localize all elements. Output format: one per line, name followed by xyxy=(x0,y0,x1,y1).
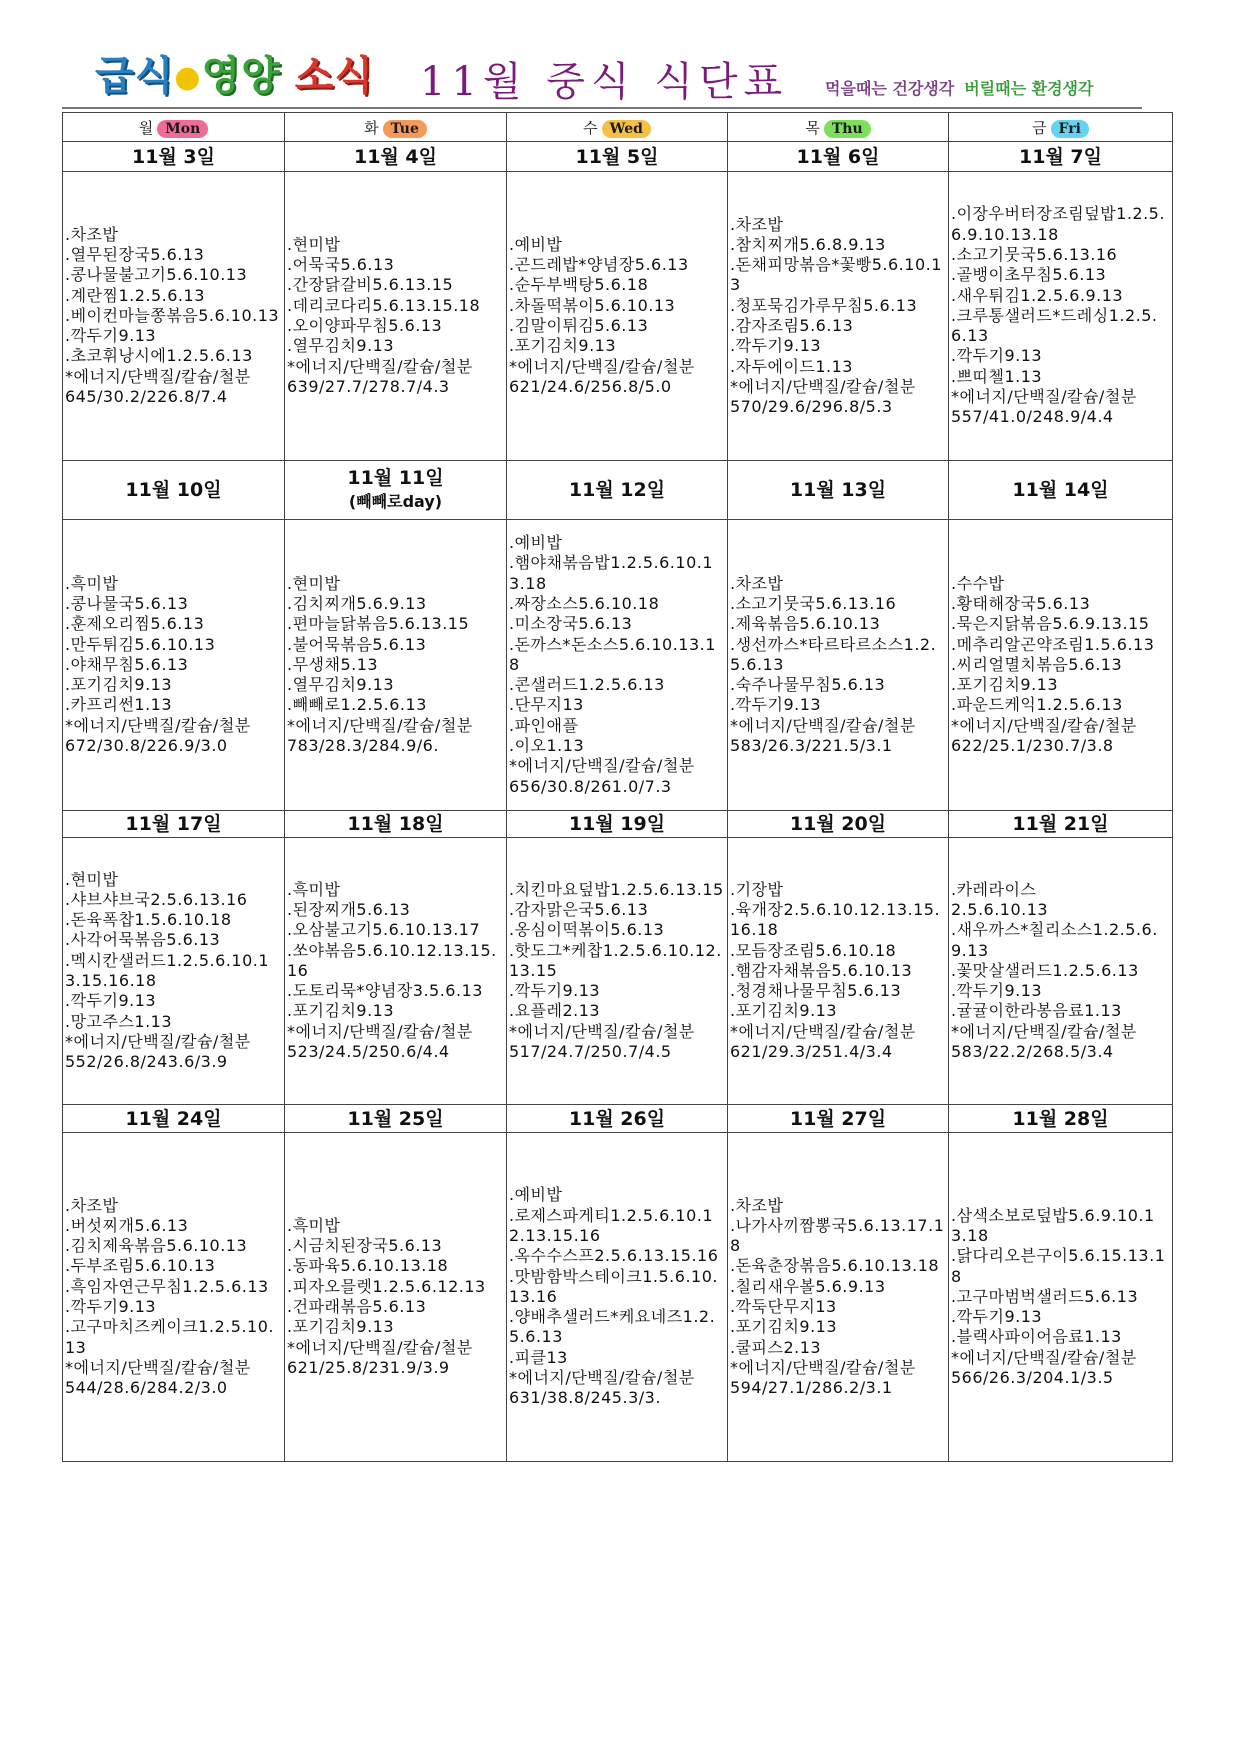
menu-item: .맛밤함박스테이크1.5.6.10.13.16 xyxy=(509,1266,718,1306)
menu-item: .된장찌개5.6.13 xyxy=(287,899,411,919)
menu-item: .포기김치9.13 xyxy=(287,1001,395,1021)
weekday-badge: Wed xyxy=(602,120,651,138)
date-row xyxy=(63,461,1173,520)
menu-item: .청포묵김가루무침5.6.13 xyxy=(730,295,918,315)
menu-item: .귤귤이한라봉음료1.13 xyxy=(951,1001,1122,1021)
nutrition-label: *에너지/단백질/칼슘/철분 xyxy=(951,387,1137,407)
menu-item: .이장우버터장조림덮밥1.2.5.6.9.10.13.18 xyxy=(951,204,1165,244)
menu-item: .새우튀김1.2.5.6.9.13 xyxy=(951,285,1124,305)
menu-item: .쁘띠첼1.13 xyxy=(951,366,1043,386)
date-cell xyxy=(728,142,949,172)
header-divider xyxy=(62,107,1142,109)
menu-item: .자두에이드1.13 xyxy=(730,356,853,376)
date-cell xyxy=(728,811,949,838)
menu-item: .단무지13 xyxy=(509,695,584,715)
date-cell xyxy=(285,461,507,520)
menu-item: .순두부백탕5.6.18 xyxy=(509,275,649,295)
menu-cell xyxy=(949,520,1173,811)
nutrition-label: *에너지/단백질/칼슘/철분 xyxy=(509,1368,695,1388)
date-cell xyxy=(949,811,1173,838)
menu-item: .감자맑은국5.6.13 xyxy=(509,899,649,919)
nutrition-label: *에너지/단백질/칼슘/철분 xyxy=(65,1031,251,1051)
date-cell xyxy=(63,461,285,520)
nutrition-label: *에너지/단백질/칼슘/철분 xyxy=(951,1021,1137,1041)
date-label: 11월 5일 xyxy=(575,145,659,168)
nutrition-label: *에너지/단백질/칼슘/철분 xyxy=(287,356,473,376)
date-label: 11월 27일 xyxy=(789,1107,887,1130)
menu-item: .삼색소보로덮밥5.6.9.10.13.18 xyxy=(951,1205,1155,1245)
menu-cell xyxy=(507,520,728,811)
menu-item: .포기김치9.13 xyxy=(287,1317,395,1337)
nutrition-values: 672/30.8/226.9/3.0 xyxy=(65,736,228,756)
weekday-header-row xyxy=(63,113,1173,142)
weekday-kor: 금 xyxy=(1032,118,1047,137)
menu-item: .나가사끼짬뽕국5.6.13.17.18 xyxy=(730,1215,945,1256)
nutrition-label: *에너지/단백질/칼슘/철분 xyxy=(951,1347,1137,1367)
menu-item: .김말이튀김5.6.13 xyxy=(509,316,649,335)
weekday-mon xyxy=(63,113,285,142)
nutrition-values: 583/26.3/221.5/3.1 xyxy=(730,736,893,756)
menu-item: .양배추샐러드*케요네즈1.2.5.6.13 xyxy=(509,1307,716,1347)
date-label: 11월 12일 xyxy=(568,479,666,501)
menu-item: .메추리알곤약조림1.5.6.13 xyxy=(951,634,1155,654)
nutrition-label: *에너지/단백질/칼슘/철분 xyxy=(287,1021,473,1041)
menu-item: .골뱅이초무침5.6.13 xyxy=(951,265,1107,285)
date-cell xyxy=(507,461,728,520)
date-label: 11월 28일 xyxy=(1012,1107,1109,1130)
date-cell xyxy=(949,461,1173,520)
date-cell xyxy=(728,461,949,520)
menu-item: .칠리새우볼5.6.9.13 xyxy=(730,1276,886,1296)
menu-item: .야채무침5.6.13 xyxy=(65,654,189,674)
weekday-badge: Tue xyxy=(383,120,427,138)
weekday-thu xyxy=(728,113,949,142)
menu-row xyxy=(63,838,1173,1105)
menu-item: .흑미밥 xyxy=(287,879,341,899)
date-row xyxy=(63,811,1173,838)
nutrition-label: *에너지/단백질/칼슘/철분 xyxy=(287,1337,473,1357)
date-label: 11월 6일 xyxy=(796,145,880,168)
page-header xyxy=(0,0,1240,112)
menu-cell xyxy=(285,838,507,1105)
date-label: 11월 13일 xyxy=(789,479,887,501)
date-label: 11월 21일 xyxy=(1012,813,1109,835)
menu-item: .씨리얼멸치볶음5.6.13 xyxy=(951,654,1123,674)
menu-item: .예비밥 xyxy=(509,234,563,254)
menu-item: .쏘야볶음5.6.10.12.13.15.16 xyxy=(287,940,497,980)
weekday-kor: 월 xyxy=(138,118,154,137)
date-cell xyxy=(285,142,507,172)
nutrition-label: *에너지/단백질/칼슘/철분 xyxy=(287,715,473,735)
menu-item: .카레라이스 xyxy=(951,879,1037,899)
menu-item: .현미밥 xyxy=(287,573,341,593)
nutrition-values: 783/28.3/284.9/6. xyxy=(287,736,439,756)
menu-cell xyxy=(728,1133,949,1462)
logo-part-nutrition: 영양 xyxy=(201,53,281,99)
menu-item: .꽃맛살샐러드1.2.5.6.13 xyxy=(951,960,1139,980)
date-cell xyxy=(63,142,285,172)
event-label: (빼빼로day) xyxy=(348,492,443,511)
nutrition-label: *에너지/단백질/칼슘/철분 xyxy=(730,715,916,735)
menu-item: .요플레2.13 xyxy=(509,1001,601,1021)
nutrition-values: 645/30.2/226.8/7.4 xyxy=(65,387,228,407)
weekday-badge: Fri xyxy=(1051,120,1089,138)
weekday-badge: Mon xyxy=(157,120,208,138)
menu-item: .파운드케익1.2.5.6.13 xyxy=(951,695,1123,715)
date-cell xyxy=(728,1105,949,1133)
menu-item: .빼빼로1.2.5.6.13 xyxy=(287,695,427,715)
menu-item: .열무김치9.13 xyxy=(287,675,395,695)
menu-item: .블랙사파이어음료1.13 xyxy=(951,1327,1122,1347)
menu-item: .깍두기9.13 xyxy=(730,336,822,356)
nutrition-label: *에너지/단백질/칼슘/철분 xyxy=(65,715,251,735)
menu-item: .파인애플 xyxy=(509,715,579,735)
menu-cell xyxy=(728,520,949,811)
menu-item: .크루통샐러드*드레싱1.2.5.6.13 xyxy=(951,305,1158,346)
date-cell xyxy=(285,1105,507,1133)
date-label: 11월 11일 xyxy=(347,467,444,489)
page-title: 11월 중식 식단표 xyxy=(420,59,789,105)
date-cell xyxy=(63,1105,285,1133)
date-label: 11월 20일 xyxy=(789,813,887,835)
slogan-environment: 버릴때는 환경생각 xyxy=(964,79,1094,98)
menu-item: .모듬장조림5.6.10.18 xyxy=(730,940,897,960)
nutrition-values: 570/29.6/296.8/5.3 xyxy=(730,397,893,417)
menu-item: .깍두기9.13 xyxy=(509,981,601,1001)
menu-row xyxy=(63,172,1173,461)
nutrition-label: *에너지/단백질/칼슘/철분 xyxy=(730,376,916,396)
date-label: 11월 24일 xyxy=(125,1107,222,1130)
menu-item: .불어묵볶음5.6.13 xyxy=(287,634,427,654)
menu-item: .베이컨마늘쫑볶음5.6.10.13 xyxy=(65,305,280,325)
menu-item: .핫도그*케찹1.2.5.6.10.12.13.15 xyxy=(509,940,722,980)
menu-item: .제육볶음5.6.10.13 xyxy=(730,614,881,634)
menu-item: .시금치된장국5.6.13 xyxy=(287,1236,443,1256)
menu-item: .포기김치9.13 xyxy=(730,1001,838,1021)
menu-item: .옹심이떡볶이5.6.13 xyxy=(509,920,665,940)
menu-item: .치킨마요덮밥1.2.5.6.13.15 xyxy=(509,879,724,899)
menu-cell xyxy=(63,838,285,1105)
menu-item: .포기김치9.13 xyxy=(730,1317,838,1337)
menu-item: .열무김치9.13 xyxy=(287,336,395,356)
menu-item: .데리코다리5.6.13.15.18 xyxy=(287,295,481,315)
nutrition-values: 639/27.7/278.7/4.3 xyxy=(287,376,450,396)
menu-item: .차조밥 xyxy=(65,224,119,244)
nutrition-values: 544/28.6/284.2/3.0 xyxy=(65,1378,228,1398)
menu-item: .오이양파무침5.6.13 xyxy=(287,316,443,335)
menu-item: .소고기뭇국5.6.13.16 xyxy=(951,244,1118,264)
menu-item: .포기김치9.13 xyxy=(65,675,173,695)
nutrition-values: 631/38.8/245.3/3. xyxy=(509,1388,661,1408)
nutrition-label: *에너지/단백질/칼슘/철분 xyxy=(509,1021,695,1041)
menu-item: .옥수수스프2.5.6.13.15.16 xyxy=(509,1246,719,1266)
nutrition-label: *에너지/단백질/칼슘/철분 xyxy=(951,715,1137,735)
slogan-health: 먹을때는 건강생각 xyxy=(825,79,955,98)
nutrition-label: *에너지/단백질/칼슘/철분 xyxy=(509,356,695,376)
menu-item: .깍두기9.13 xyxy=(65,1297,157,1316)
menu-item: .차돌떡볶이5.6.10.13 xyxy=(509,295,676,315)
nutrition-values: 552/26.8/243.6/3.9 xyxy=(65,1052,228,1072)
menu-item: .무생채5.13 xyxy=(287,654,379,674)
date-label: 11월 17일 xyxy=(125,813,222,835)
menu-item: .예비밥 xyxy=(509,1185,563,1205)
date-cell xyxy=(949,1105,1173,1133)
menu-item: .콩나물불고기5.6.10.13 xyxy=(65,265,248,285)
menu-item: .두부조림5.6.10.13 xyxy=(65,1256,216,1276)
menu-item: .묵은지닭볶음5.6.9.13.15 xyxy=(951,614,1150,634)
menu-cell xyxy=(507,838,728,1105)
weekday-wed xyxy=(507,113,728,142)
menu-cell xyxy=(728,172,949,461)
menu-cell xyxy=(507,172,728,461)
slogan xyxy=(825,76,1093,99)
menu-item: .계란찜1.2.5.6.13 xyxy=(65,285,205,305)
menu-item: .생선까스*타르타르소스1.2.5.6.13 xyxy=(730,634,937,674)
menu-item: .깍두기9.13 xyxy=(65,326,157,346)
menu-item: .건파래볶음5.6.13 xyxy=(287,1297,427,1316)
logo-part-meal: 급식 xyxy=(95,53,175,99)
menu-item: .콘샐러드1.2.5.6.13 xyxy=(509,675,665,695)
nutrition-values: 523/24.5/250.6/4.4 xyxy=(287,1042,450,1062)
date-label: 11월 19일 xyxy=(568,813,666,835)
menu-item: .고구마범벅샐러드5.6.13 xyxy=(951,1286,1139,1306)
nutrition-values: 621/24.6/256.8/5.0 xyxy=(509,376,672,396)
menu-item: .초코휘낭시에1.2.5.6.13 xyxy=(65,346,253,366)
menu-item: .깍두기9.13 xyxy=(65,991,157,1011)
menu-cell xyxy=(63,172,285,461)
menu-item: .훈제오리찜5.6.13 xyxy=(65,614,205,634)
date-label: 11월 3일 xyxy=(132,145,215,168)
menu-item: .소고기뭇국5.6.13.16 xyxy=(730,593,897,613)
menu-cell xyxy=(63,520,285,811)
menu-item: .햄감자채볶음5.6.10.13 xyxy=(730,960,913,980)
menu-cell xyxy=(285,1133,507,1462)
menu-item: .흑미밥 xyxy=(65,573,119,593)
logo-part-news: 소식 xyxy=(294,53,375,99)
date-row xyxy=(63,1105,1173,1133)
menu-item: .김치제육볶음5.6.10.13 xyxy=(65,1236,248,1256)
date-label: 11월 18일 xyxy=(347,813,444,835)
weekday-fri xyxy=(949,113,1173,142)
menu-item: .황태해장국5.6.13 xyxy=(951,593,1091,613)
menu-item: .깍둑단무지13 xyxy=(730,1297,837,1316)
menu-item: .도토리묵*양념장3.5.6.13 xyxy=(287,981,483,1001)
menu-item: .콩나물국5.6.13 xyxy=(65,593,189,613)
weekday-tue xyxy=(285,113,507,142)
date-label: 11월 14일 xyxy=(1012,479,1109,501)
lunch-menu-table xyxy=(62,112,1173,1462)
menu-item: .참치찌개5.6.8.9.13 xyxy=(730,234,886,254)
menu-item: .감자조림5.6.13 xyxy=(730,316,854,335)
menu-item: .현미밥 xyxy=(287,234,341,254)
menu-item: .청경채나물무침5.6.13 xyxy=(730,981,902,1001)
menu-row xyxy=(63,520,1173,811)
menu-item: .열무된장국5.6.13 xyxy=(65,244,205,264)
menu-item: .돈채피망볶음*꽃빵5.6.10.13 xyxy=(730,255,942,295)
menu-item: .흑미밥 xyxy=(287,1215,341,1235)
weekday-kor: 목 xyxy=(805,118,820,137)
nutrition-values: 621/29.3/251.4/3.4 xyxy=(730,1042,893,1062)
nutrition-values: 583/22.2/268.5/3.4 xyxy=(951,1042,1114,1062)
date-cell xyxy=(507,811,728,838)
menu-cell xyxy=(285,520,507,811)
menu-item: .편마늘닭볶음5.6.13.15 xyxy=(287,614,470,634)
menu-item: .닭다리오븐구이5.6.15.13.18 xyxy=(951,1246,1166,1286)
date-cell xyxy=(285,811,507,838)
menu-item: .깍두기9.13 xyxy=(951,981,1043,1001)
nutrition-values: 517/24.7/250.7/4.5 xyxy=(509,1042,672,1062)
menu-item: .수수밥 xyxy=(951,573,1005,593)
nutrition-values: 621/25.8/231.9/3.9 xyxy=(287,1357,450,1377)
nutrition-values: 656/30.8/261.0/7.3 xyxy=(509,776,672,796)
date-cell xyxy=(63,811,285,838)
menu-item: .피클13 xyxy=(509,1347,568,1367)
menu-item: .현미밥 xyxy=(65,869,119,889)
nutrition-values: 594/27.1/286.2/3.1 xyxy=(730,1378,893,1398)
menu-item: .깍두기9.13 xyxy=(730,695,822,715)
menu-cell xyxy=(507,1133,728,1462)
menu-item: .김치찌개5.6.9.13 xyxy=(287,593,427,613)
menu-item: .육개장2.5.6.10.12.13.15.16.18 xyxy=(730,899,941,940)
menu-item: .버섯찌개5.6.13 xyxy=(65,1215,189,1235)
menu-item: .햄야채볶음밥1.2.5.6.10.13.18 xyxy=(509,553,714,593)
nutrition-values: 622/25.1/230.7/3.8 xyxy=(951,736,1114,756)
menu-item: .사각어묵볶음5.6.13 xyxy=(65,930,221,950)
nutrition-label: *에너지/단백질/칼슘/철분 xyxy=(730,1357,916,1377)
menu-item: .돈육춘장볶음5.6.10.13.18 xyxy=(730,1256,940,1276)
menu-item: .예비밥 xyxy=(509,533,563,553)
menu-item: .짜장소스5.6.10.18 xyxy=(509,593,660,613)
menu-cell xyxy=(285,172,507,461)
logo-dot-icon: ● xyxy=(174,60,202,95)
nutrition-label: *에너지/단백질/칼슘/철분 xyxy=(65,366,251,386)
menu-item: .흑임자연근무침1.2.5.6.13 xyxy=(65,1276,269,1296)
menu-cell xyxy=(949,838,1173,1105)
menu-item: .차조밥 xyxy=(730,214,784,234)
menu-item: .망고주스1.13 xyxy=(65,1011,173,1031)
weekday-kor: 수 xyxy=(583,118,598,137)
date-label: 11월 25일 xyxy=(347,1107,444,1130)
menu-item: .차조밥 xyxy=(65,1195,119,1215)
menu-cell xyxy=(949,1133,1173,1462)
menu-item: .차조밥 xyxy=(730,1195,784,1215)
menu-item: .이오1.13 xyxy=(509,736,585,756)
menu-item: .기장밥 xyxy=(730,879,784,899)
date-label: 11월 26일 xyxy=(568,1107,666,1130)
menu-item: .깍두기9.13 xyxy=(951,1307,1043,1327)
menu-item: .멕시칸샐러드1.2.5.6.10.13.15.16.18 xyxy=(65,950,270,990)
menu-item: .카프리썬1.13 xyxy=(65,695,173,715)
menu-cell xyxy=(63,1133,285,1462)
date-cell xyxy=(507,1105,728,1133)
menu-row xyxy=(63,1133,1173,1462)
nutrition-values: 566/26.3/204.1/3.5 xyxy=(951,1368,1114,1388)
menu-item: .샤브샤브국2.5.6.13.16 xyxy=(65,889,248,909)
menu-item: .만두튀김5.6.10.13 xyxy=(65,634,216,654)
menu-item: .포기김치9.13 xyxy=(951,675,1059,695)
menu-item: .숙주나물무침5.6.13 xyxy=(730,675,886,695)
menu-item: .동파육5.6.10.13.18 xyxy=(287,1256,449,1276)
menu-cell xyxy=(728,838,949,1105)
menu-item: .새우까스*칠리소스1.2.5.6.9.13 xyxy=(951,920,1158,960)
menu-item: .돈까스*돈소스5.6.10.13.18 xyxy=(509,634,716,674)
menu-item: .간장닭갈비5.6.13.15 xyxy=(287,275,454,295)
date-label: 11월 4일 xyxy=(354,145,437,168)
menu-item: .어묵국5.6.13 xyxy=(287,255,395,275)
weekday-badge: Thu xyxy=(824,120,871,138)
nutrition-values: 557/41.0/248.9/4.4 xyxy=(951,407,1114,427)
date-row xyxy=(63,142,1173,172)
menu-item: .돈육폭찹1.5.6.10.18 xyxy=(65,910,232,930)
menu-item: .차조밥 xyxy=(730,573,784,593)
menu-item: .포기김치9.13 xyxy=(509,336,617,356)
nutrition-label: *에너지/단백질/칼슘/철분 xyxy=(509,756,695,776)
menu-item: .고구마치즈케이크1.2.5.10.13 xyxy=(65,1317,274,1357)
nutrition-label: *에너지/단백질/칼슘/철분 xyxy=(730,1021,916,1041)
menu-item: .오삼불고기5.6.10.13.17 xyxy=(287,920,481,940)
menu-item: .쿨피스2.13 xyxy=(730,1337,822,1357)
date-cell xyxy=(949,142,1173,172)
meal-nutrition-news-logo xyxy=(95,52,374,102)
menu-item: .곤드레밥*양념장5.6.13 xyxy=(509,255,689,275)
menu-item: .피자오믈렛1.2.5.6.12.13 xyxy=(287,1276,486,1296)
menu-item: .깍두기9.13 xyxy=(951,346,1043,366)
date-cell xyxy=(507,142,728,172)
menu-item: 2.5.6.10.13 xyxy=(951,899,1049,919)
menu-cell xyxy=(949,172,1173,461)
menu-item: .미소장국5.6.13 xyxy=(509,614,633,634)
menu-item: .로제스파게티1.2.5.6.10.12.13.15.16 xyxy=(509,1205,714,1245)
date-label: 11월 10일 xyxy=(125,479,222,501)
nutrition-label: *에너지/단백질/칼슘/철분 xyxy=(65,1357,251,1377)
weekday-kor: 화 xyxy=(364,118,379,137)
date-label: 11월 7일 xyxy=(1019,145,1102,168)
